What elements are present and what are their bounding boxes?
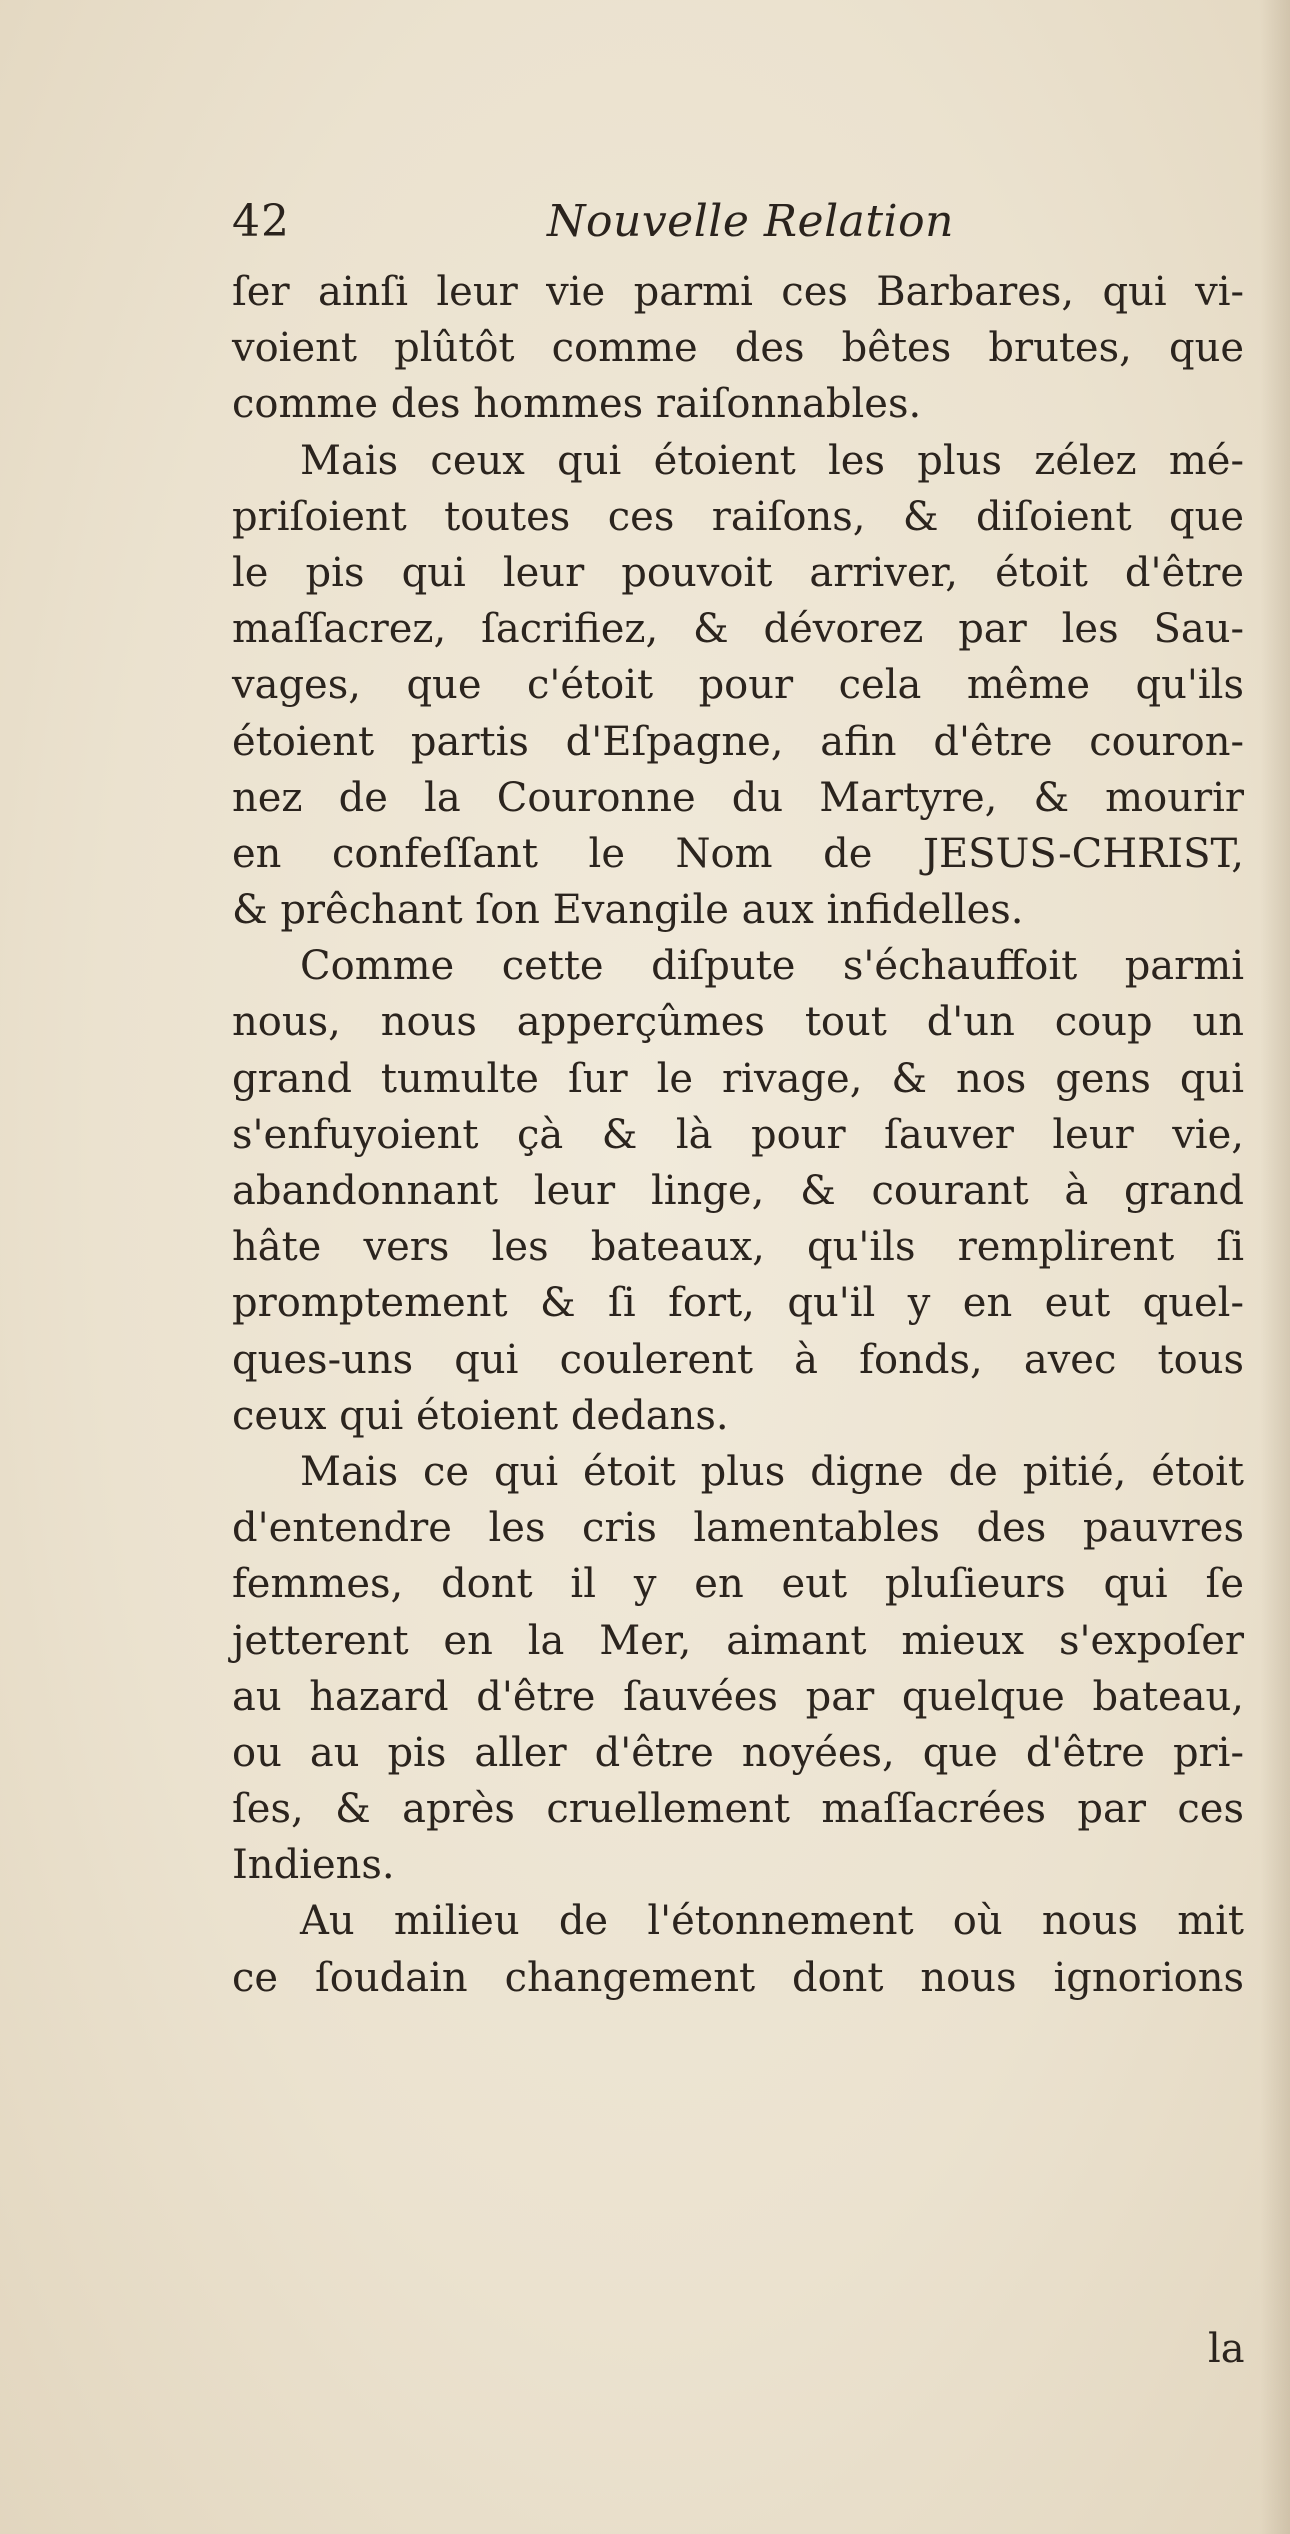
text-line: Indiens.	[232, 1842, 395, 1889]
text-line: Mais ceux qui étoient les plus zélez mé-	[300, 437, 1244, 484]
text-line: voient plûtôt comme des bêtes brutes, que	[232, 325, 1244, 372]
text-line: femmes, dont il y en eut pluſieurs qui ſe	[232, 1561, 1244, 1608]
text-line: ques-uns qui coulerent à fonds, avec tous	[232, 1336, 1244, 1383]
text-line: hâte vers les bateaux, qu'ils remplirent ſi	[232, 1224, 1244, 1271]
text-line: grand tumulte ſur le rivage, & nos gens qui	[232, 1055, 1244, 1102]
page-number: 42	[232, 196, 290, 247]
text-line: ou au pis aller d'être noyées, que d'être pri-	[232, 1729, 1244, 1776]
text-line: au hazard d'être ſauvées par quelque bateau,	[232, 1673, 1244, 1720]
catchword: la	[1208, 2326, 1245, 2372]
text-line: nez de la Couronne du Martyre, & mourir	[232, 774, 1244, 821]
text-line: nous, nous apperçûmes tout d'un coup un	[232, 999, 1244, 1046]
text-line: jetterent en la Mer, aimant mieux s'expoſer	[232, 1617, 1244, 1664]
text-line: le pis qui leur pouvoit arriver, étoit d'être	[232, 549, 1244, 596]
text-line: d'entendre les cris lamentables des pauvres	[232, 1505, 1244, 1552]
text-line: abandonnant leur linge, & courant à grand	[232, 1168, 1244, 1214]
text-line: Au milieu de l'étonnement où nous mit	[300, 1898, 1244, 1945]
text-line: Comme cette diſpute s'échauffoit parmi	[300, 943, 1244, 990]
text-line: & prêchant ſon Evangile aux infidelles.	[232, 887, 1024, 934]
running-head	[232, 196, 1244, 256]
text-line: maſſacrez, ſacrifiez, & dévorez par les Sau-	[232, 606, 1244, 653]
text-line: étoient partis d'Eſpagne, afin d'être couron-	[232, 718, 1244, 765]
text-line: vages, que c'étoit pour cela même qu'ils	[232, 662, 1244, 709]
body-text	[232, 264, 1244, 2006]
text-line: priſoient toutes ces raiſons, & diſoient que	[232, 493, 1244, 540]
text-line: ſer ainſi leur vie parmi ces Barbares, qui vi-	[232, 269, 1244, 315]
text-line: ceux qui étoient dedans.	[232, 1392, 729, 1439]
text-line: promptement & ſi fort, qu'il y en eut quel-	[232, 1280, 1244, 1327]
text-line: comme des hommes raiſonnables.	[232, 381, 922, 428]
text-line: ce ſoudain changement dont nous ignorions	[232, 1954, 1244, 2001]
running-title: Nouvelle Relation	[547, 196, 954, 247]
text-line: s'enfuyoient çà & là pour ſauver leur vie,	[232, 1111, 1244, 1158]
text-line: en confeſſant le Nom de JESUS-CHRIST,	[232, 830, 1244, 877]
text-line: Mais ce qui étoit plus digne de pitié, étoit	[300, 1448, 1244, 1495]
text-line: ſes, & après cruellement maſſacrées par ces	[232, 1786, 1244, 1833]
